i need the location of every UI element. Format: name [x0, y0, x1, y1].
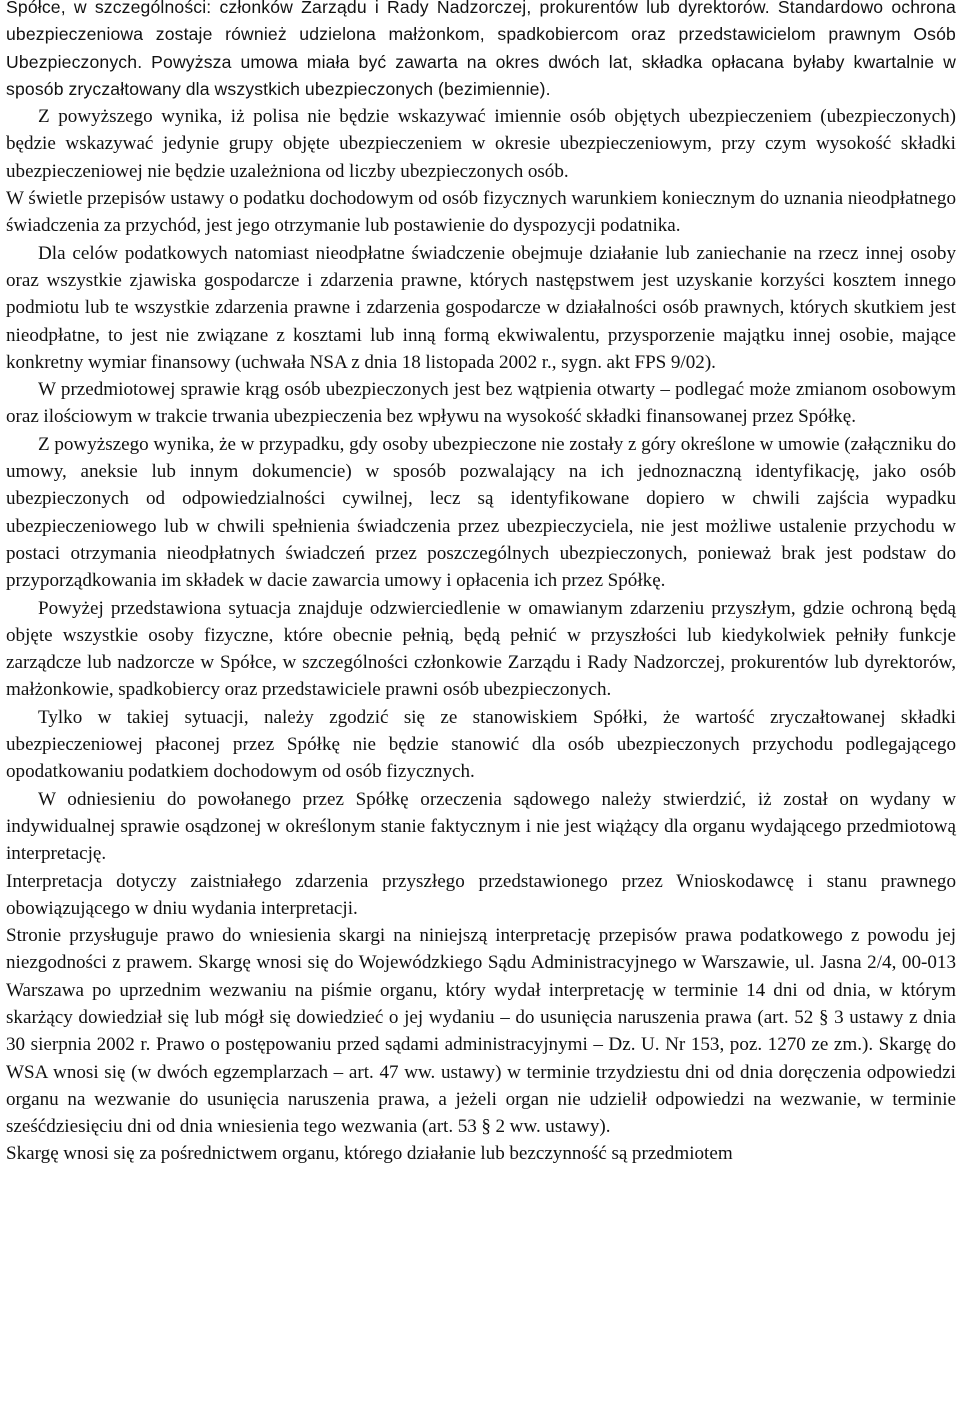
paragraph-policy-conclusion: Z powyższego wynika, iż polisa nie będzie wskazywać imiennie osób objętych ubezpieczeniem (ubezpieczonych) będzie wskazywać jedynie grupy objęte ubezpieczeniem w okresie ubezpieczeniowym, przy czym wysokość składki ubezpieczeniowej nie będzie uzależniona od liczby ubezpieczonych osób.	[6, 106, 956, 182]
paragraph-situation-reflection: Powyżej przedstawiona sytuacja znajduje odzwierciedlenie w omawianym zdarzeniu przyszłym, gdzie ochroną będą objęte wszystkie osoby fizyczne, które obecnie pełnią, będą pełnić w przyszłości lub kiedykolwiek pełniły funkcje zarządcze lub nadzorcze w Spółce, w szczególności członkowie Zarządu i Rady Nadzorczej, prokurentów lub dyrektorów, małżonkowie, spadkobiercy oraz przedstawiciele prawni osób ubezpieczonych.	[6, 597, 956, 701]
paragraph-policy-scope: Spółce, w szczególności: członków Zarządu i Rady Nadzorczej, prokurentów lub dyrektorów. Standardowo ochrona ubezpieczeniowa zostaje również udzielona małżonkom, spadkobiercom oraz przedstawicielom prawnym Osób Ubezpieczonych. Powyższa umowa miała być zawarta na okres dwóch lat, składka opłacana byłaby kwartalnie w sposób zryczałtowany dla wszystkich ubezpieczonych (bezimiennie).	[6, 0, 956, 99]
paragraph-complaint-right: Stronie przysługuje prawo do wniesienia skargi na niniejszą interpretację przepisów prawa podatkowego z powodu jej niezgodności z prawem. Skargę wnosi się do Wojewódzkiego Sądu Administracyjnego w Warszawie, ul. Jasna 2/4, 00-013 Warszawa po uprzednim wezwaniu na piśmie organu, który wydał interpretację w terminie 14 dni od dnia, w którym skarżący dowiedział się lub mógł się dowiedzieć o jej wydaniu – do usunięcia naruszenia prawa (art. 52 § 3 ustawy z dnia 30 sierpnia 2002 r. Prawo o postępowaniu przed sądami administracyjnymi – Dz. U. Nr 153, poz. 1270 ze zm.). Skargę do WSA wnosi się (w dwóch egzemplarzach – art. 47 ww. ustawy) w terminie trzydziestu dni od dnia doręczenia odpowiedzi organu na wezwanie do usunięcia naruszenia prawa, a jeżeli organ nie udzielił odpowiedzi na wezwanie, w terminie sześćdziesięciu dni od dnia wniesienia tego wezwania (art. 53 § 2 ww. ustawy).	[6, 925, 956, 1138]
document-page	[6, 0, 956, 1168]
paragraph-interpretation-scope: Interpretacja dotyczy zaistniałego zdarzenia przyszłego przedstawionego przez Wnioskodawcę i stanu prawnego obowiązującego w dniu wydania interpretacji.	[6, 870, 956, 919]
paragraph-complaint-submission: Skargę wnosi się za pośrednictwem organu, którego działanie lub bezczynność są przedmiotem	[6, 1143, 733, 1165]
paragraph-pit-law: W świetle przepisów ustawy o podatku dochodowym od osób fizycznych warunkiem koniecznym do uznania nieodpłatnego świadczenia za przychód, jest jego otrzymanie lub postawienie do dyspozycji podatnika.	[6, 188, 956, 237]
paragraph-identification: Z powyższego wynika, że w przypadku, gdy osoby ubezpieczone nie zostały z góry określone w umowie (załączniku do umowy, aneksie lub innym dokumencie) w sposób pozwalający na ich jednoznaczną identyfikację, jako osób ubezpieczonych od odpowiedzialności cywilnej, lecz są identyfikowane dopiero w chwili zajścia wypadku ubezpieczeniowego lub w chwili spełnienia świadczenia przez ubezpieczyciela, nie jest możliwe ustalenie przychodu w postaci otrzymania nieodpłatnych świadczeń przez poszczególnych ubezpieczonych, ponieważ brak jest podstaw do przyporządkowania im składek w dacie zawarcia umowy i opłacenia ich przez Spółkę.	[6, 433, 956, 592]
paragraph-free-benefit-definition: Dla celów podatkowych natomiast nieodpłatne świadczenie obejmuje działanie lub zaniechanie na rzecz innej osoby oraz wszystkie zjawiska gospodarcze i zdarzenia prawne, których następstwem jest uzyskanie korzyści kosztem innego podmiotu lub te wszystkie zdarzenia prawne i zdarzenia gospodarcze w działalności osób prawnych, których skutkiem jest nieodpłatne, to jest nie związane z kosztami lub inną formą ekwiwalentu, przysporzenie majątku innej osobie, mające konkretny wymiar finansowy (uchwała NSA z dnia 18 listopada 2002 r., sygn. akt FPS 9/02).	[6, 242, 956, 373]
paragraph-insured-circle: W przedmiotowej sprawie krąg osób ubezpieczonych jest bez wątpienia otwarty – podlegać może zmianom osobowym oraz ilościowym w trakcie trwania ubezpieczenia bez wpływu na wysokość składki finansowanej przez Spółkę.	[6, 379, 956, 428]
paragraph-agreement: Tylko w takiej sytuacji, należy zgodzić się ze stanowiskiem Spółki, że wartość zryczałtowanej składki ubezpieczeniowej płaconej przez Spółkę nie będzie stanowić dla osób ubezpieczonych przychodu podlegającego opodatkowaniu podatkiem dochodowym od osób fizycznych.	[6, 706, 956, 783]
paragraph-court-ruling: W odniesieniu do powołanego przez Spółkę orzeczenia sądowego należy stwierdzić, iż został on wydany w indywidualnej sprawie osądzonej w określonym stanie faktycznym i nie jest wiążący dla organu wydającego przedmiotową interpretację.	[6, 788, 956, 865]
